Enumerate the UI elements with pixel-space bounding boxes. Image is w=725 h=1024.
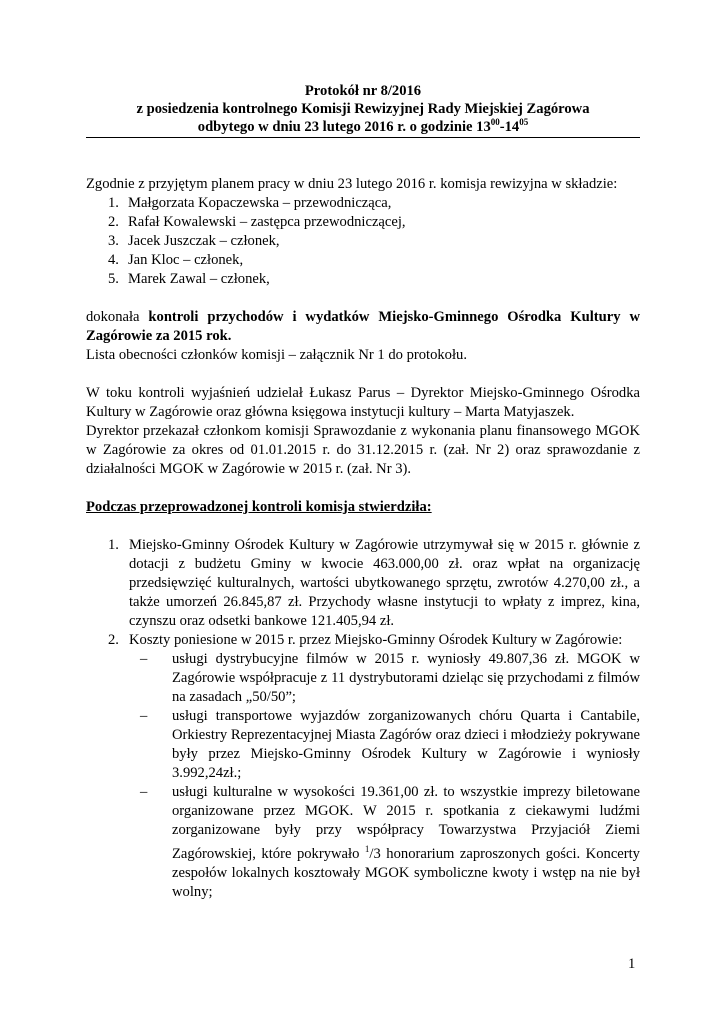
explanations-paragraph: W toku kontroli wyjaśnień udzielał Łukasz Parus – Dyrektor Miejsko-Gminnego Ośrodka Kultury w Zagórowie oraz główna księgowa instytucji kultury – Marta Matyjaszek. — [86, 385, 640, 420]
finding-item: 1. Miejsko-Gminny Ośrodek Kultury w Zagórowie utrzymywał się w 2015 r. głównie z dotacji z budżetu Gminy w kwocie 463.000,00 zł. oraz wpłat na organizację przedsięwzięć kulturalnych, wartości ubytkowanego sprzętu, zwrotów 4.270,00 zł., a także umorzeń 26.845,87 zł. Przychody własne instytucji to wpłaty z imprez, kina, czynszu oraz odsetki bankowe 121.405,94 zł. — [108, 537, 640, 629]
list-item: 1. Małgorzata Kopaczewska – przewodnicząca, — [108, 195, 392, 211]
list-item: 4. Jan Kloc – członek, — [108, 252, 244, 268]
intro-paragraph: Zgodnie z przyjętym planem pracy w dniu 23 lutego 2016 r. komisja rewizyjna w składzie: — [86, 176, 618, 192]
control-paragraph: dokonała kontroli przychodów i wydatków Miejsko-Gminnego Ośrodka Kultury w Zagórowie za 2015 rok. — [86, 309, 640, 344]
protocol-date: odbytego w dniu 23 lutego 2016 r. o godzinie $13^{00}-14^{05}$ — [197, 117, 529, 135]
document-page — [86, 82, 640, 902]
page-number: 1 — [628, 956, 636, 972]
cost-item: – usługi dystrybucyjne filmów w 2015 r. wyniosły 49.807,36 zł. MGOK w Zagórowie współpracuje z 11 dystrybutorami dzieląc się przychodami z filmów na zasadach „50/50”; — [140, 651, 640, 705]
document-header — [86, 82, 640, 136]
protocol-subtitle: z posiedzenia kontrolnego Komisji Rewizyjnej Rady Miejskiej Zagórowa — [136, 101, 590, 117]
cost-item: – usługi transportowe wyjazdów zorganizowanych chóru Quarta i Cantabile, Orkiestry Reprezentacyjnej Miasta Zagórów oraz dzieci i młodzieży pokrywane były przez Miejsko-Gminny Ośrodek Kultury w Zagórowie i wyniosły 3.992,24zł.; — [140, 708, 640, 781]
list-item: 3. Jacek Juszczak – członek, — [108, 233, 280, 249]
cost-item: – usługi kulturalne w wysokości 19.361,00 zł. to wszystkie imprezy biletowane organizowane przez MGOK. W 2015 r. spotkania z ciekawymi ludźmi zorganizowane były przy współpracy Towarzystwa Przyjaciół Ziemi Zagórowskiej, które pokrywało $^1$/3 honorarium zaproszonych gości. Koncerty zespołów lokalnych kosztowały MGOK symboliczne kwoty i wstęp na nie był wolny; — [140, 784, 640, 900]
cost-list — [129, 650, 640, 902]
findings-heading: Podczas przeprowadzonej kontroli komisja stwierdziła: — [86, 499, 432, 515]
protocol-title: Protokół nr 8/2016 — [304, 83, 422, 99]
finding-item: 2. Koszty poniesione w 2015 r. przez Miejsko-Gminny Ośrodek Kultury w Zagórowie: – usługi dystrybucyjne filmów w 2015 r. wyniosły 49.807,36 zł. MGOK w Zagórowie współpracuje z 11 dystrybutorami dzieląc się przychodami z filmów na zasadach „50/50”; – usługi transportowe wyjazdów zorganizowanych chóru Quarta i Cantabile, Orkiestry Reprezentacyjnej Miasta Zagórów oraz dzieci i młodzieży pokrywane były przez Miejsko-Gminny Ośrodek Kultury w Zagórowie i wyniosły 3.992,24zł.; – usługi kulturalne w wysokości 19.361,00 zł. to wszystkie imprezy biletowane organizowane przez MGOK. W 2015 r. spotkania z ciekawymi ludźmi zorganizowane były przy współpracy Towarzystwa Przyjaciół Ziemi Zagórowskiej, które pokrywało $^1$/3 honorarium zaproszonych gości. Koncerty zespołów lokalnych kosztowały MGOK symboliczne kwoty i wstęp na nie był wolny; — [108, 632, 640, 900]
list-item: 2. Rafał Kowalewski – zastępca przewodniczącej, — [108, 214, 406, 230]
list-item: 5. Marek Zawal – członek, — [108, 271, 270, 287]
attendance-note: Lista obecności członków komisji – załącznik Nr 1 do protokołu. — [86, 347, 467, 363]
control-subject: kontroli przychodów i wydatków Miejsko-Gminnego Ośrodka Kultury w Zagórowie za 2015 rok. — [86, 309, 640, 344]
findings-list — [86, 536, 640, 902]
members-list — [86, 194, 640, 289]
documents-paragraph: Dyrektor przekazał członkom komisji Sprawozdanie z wykonania planu finansowego MGOK w Zagórowie za okres od 01.01.2015 r. do 31.12.2015 r. (zał. Nr 2) oraz sprawozdanie z działalności MGOK w Zagórowie w 2015 r. (zał. Nr 3). — [86, 423, 640, 477]
header-rule — [86, 137, 640, 138]
